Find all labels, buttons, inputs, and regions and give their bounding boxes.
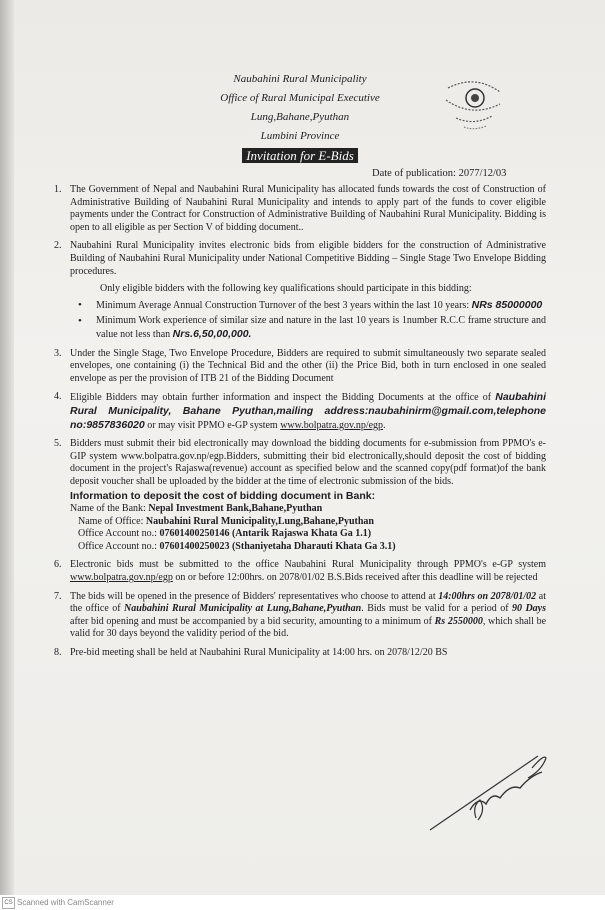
clause-number: 6. xyxy=(54,559,62,571)
bid-security-amount: Rs 2550000 xyxy=(434,615,483,627)
province-line: Lumbini Province xyxy=(260,130,340,142)
egp-link[interactable]: www.bolpatra.gov.np/egp xyxy=(280,419,384,431)
publication-date: Date of publication: 2077/12/03 xyxy=(372,168,507,179)
clause-text: Electronic bids must be submitted to the office Naubahini Rural Municipality through PPMO's e-GP system xyxy=(70,559,546,571)
clause-number: 2. xyxy=(54,240,62,252)
scanner-footer xyxy=(0,895,605,910)
clause-7: 7. The bids will be opened in the presence of Bidders' representatives who choose to attend at 14:00hrs on 2078/01/02 at the office of Naubahini Rural Municipality at Lung,Bahane,Pyuthan. Bids must be valid for a period of 90 Days after bid opening and must be accompanied by a bid security, amounting to a minimum of Rs 2550000, which shall be valid for 30 days beyond the validity period of the bid. xyxy=(54,590,547,640)
bullet-text: Minimum Average Annual Construction Turnover of the best 3 years within the last 10 years: xyxy=(96,299,470,311)
account-row: Office Account no.: 07601400250146 (Antarik Rajaswa Khata Ga 1.1) xyxy=(78,528,372,540)
account-row: Office Account no.: 07601400250023 (Sthaniyetaha Dharauti Khata Ga 3.1) xyxy=(78,540,396,552)
turnover-value: NRs 85000000 xyxy=(471,298,543,311)
clause-8 xyxy=(54,647,546,660)
clause-text: Bidders must submit their bid electronically may download the bidding documents for e-submission from PPMO's e-GIP system www.bolpatra.gov.np/egp.Bidders, submitting their bid electronically,should deposit the cost of bidding document in the project's Rajaswa(revenue) account as specified below and the scanned copy(pdf format)of the bank deposit voucher shall be uploaded by the bidder at the time of electronic submission of the bids. xyxy=(70,438,546,487)
address-line: Lung,Bahane,Pyuthan xyxy=(250,111,350,123)
qualification-intro: Only eligible bidders with the following key qualifications should participate in this bidding: xyxy=(100,283,472,295)
scanner-watermark: Scanned with CamScanner xyxy=(17,898,114,907)
qualification-bullet xyxy=(70,315,546,341)
bank-name-row: Name of the Bank: Nepal Investment Bank,Bahane,Pyuthan xyxy=(70,503,323,515)
page-shadow xyxy=(0,0,14,895)
opening-time: 14:00hrs on 2078/01/02 xyxy=(438,590,537,602)
clause-text: Naubahini Rural Municipality invites electronic bids from eligible bidders for the construction of Administrative Building of Naubahini Rural Municipality under National Competitive Bidding – Single Stage Two Envelope Bidding procedures. xyxy=(70,240,546,277)
letterhead xyxy=(200,70,400,167)
experience-value: Nrs.6,50,00,000. xyxy=(172,327,252,340)
validity-period: 90 Days xyxy=(512,603,547,615)
clause-text: or may visit PPMO e-GP system xyxy=(147,419,278,431)
signature-icon xyxy=(420,748,550,838)
clause-5 xyxy=(54,438,546,553)
office-name: Office of Rural Municipal Executive xyxy=(220,92,380,104)
clause-text: Eligible Bidders may obtain further information and inspect the Bidding Documents at the office of xyxy=(70,392,492,404)
egp-link[interactable]: www.bolpatra.gov.np/egp xyxy=(70,572,173,584)
qualification-bullet xyxy=(70,299,546,313)
contact-details: Naubahini Rural Municipality, Bahane Pyuthan,mailing address:naubahinirm@gmail.com,telephone no:9857836020 xyxy=(70,391,547,431)
notice-body xyxy=(54,184,547,666)
clause-4: 4. Eligible Bidders may obtain further information and inspect the Bidding Documents at the office of Naubahini Rural Municipality, Bahane Pyuthan,mailing address:naubahinirm@gmail.com,telephone no:9857836020 or may visit PPMO e-GP system www.bolpatra.gov.np/egp. xyxy=(54,391,547,431)
clause-number: 1. xyxy=(54,184,62,195)
clause-text: The Government of Nepal and Naubahini Rural Municipality has allocated funds towards the cost of Construction of Administrative Building of Naubahini Rural Municipality and intends to apply part of the funds to cover eligible payments under the Contract for Construction of Administrative Building of Naubahini Rural Municipality. Bidding is open to all eligible as per Section V of bidding document.. xyxy=(70,184,546,233)
clause-3 xyxy=(54,347,546,386)
bullet-text: Minimum Work experience of similar size and nature in the last 10 years is 1number R.C.C frame structure and value not less than xyxy=(96,315,546,340)
clause-2 xyxy=(54,240,546,341)
account-number: 07601400250146 (Antarik Rajaswa Khata Ga 1.1) xyxy=(159,528,372,540)
clause-text: on or before 12:00hrs. on 2078/01/02 B.S.Bids received after this deadline will be rejected xyxy=(175,572,538,584)
bank-name: Nepal Investment Bank,Bahane,Pyuthan xyxy=(148,503,323,515)
clause-6 xyxy=(54,559,546,584)
clause-number: 7. xyxy=(54,590,62,602)
opening-office: Naubahini Rural Municipality at Lung,Bahane,Pyuthan xyxy=(124,603,362,615)
emblem-seal-icon xyxy=(442,78,504,134)
camscanner-logo-icon: CS xyxy=(2,897,15,909)
account-number: 07601400250023 (Sthaniyetaha Dharauti Khata Ga 3.1) xyxy=(159,540,396,552)
municipality-name: Naubahini Rural Municipality xyxy=(233,73,367,85)
clause-text: Under the Single Stage, Two Envelope Procedure, Bidders are required to submit simultaneously two separate sealed envelopes, one containing (i) the Technical Bid and the other (ii) the Price Bid, both in turn enclosed in one sealed envelope as per the provision of ITB 21 of the Bidding Document xyxy=(70,347,546,384)
notice-title: Invitation for E-Bids xyxy=(242,148,358,163)
clause-1 xyxy=(54,184,546,234)
clause-text: Pre-bid meeting shall be held at Naubahini Rural Municipality at 14:00 hrs. on 2078/12/20 BS xyxy=(70,647,448,658)
clause-number: 8. xyxy=(54,647,62,658)
clause-number: 4. xyxy=(54,391,62,403)
office-name-value: Naubahini Rural Municipality,Lung,Bahane,Pyuthan xyxy=(145,515,374,527)
bank-info-heading: Information to deposit the cost of bidding document in Bank: xyxy=(70,490,376,503)
office-name-row: Name of Office: Naubahini Rural Municipality,Lung,Bahane,Pyuthan xyxy=(78,515,374,527)
clause-number: 3. xyxy=(54,347,62,359)
clause-number: 5. xyxy=(54,438,62,450)
